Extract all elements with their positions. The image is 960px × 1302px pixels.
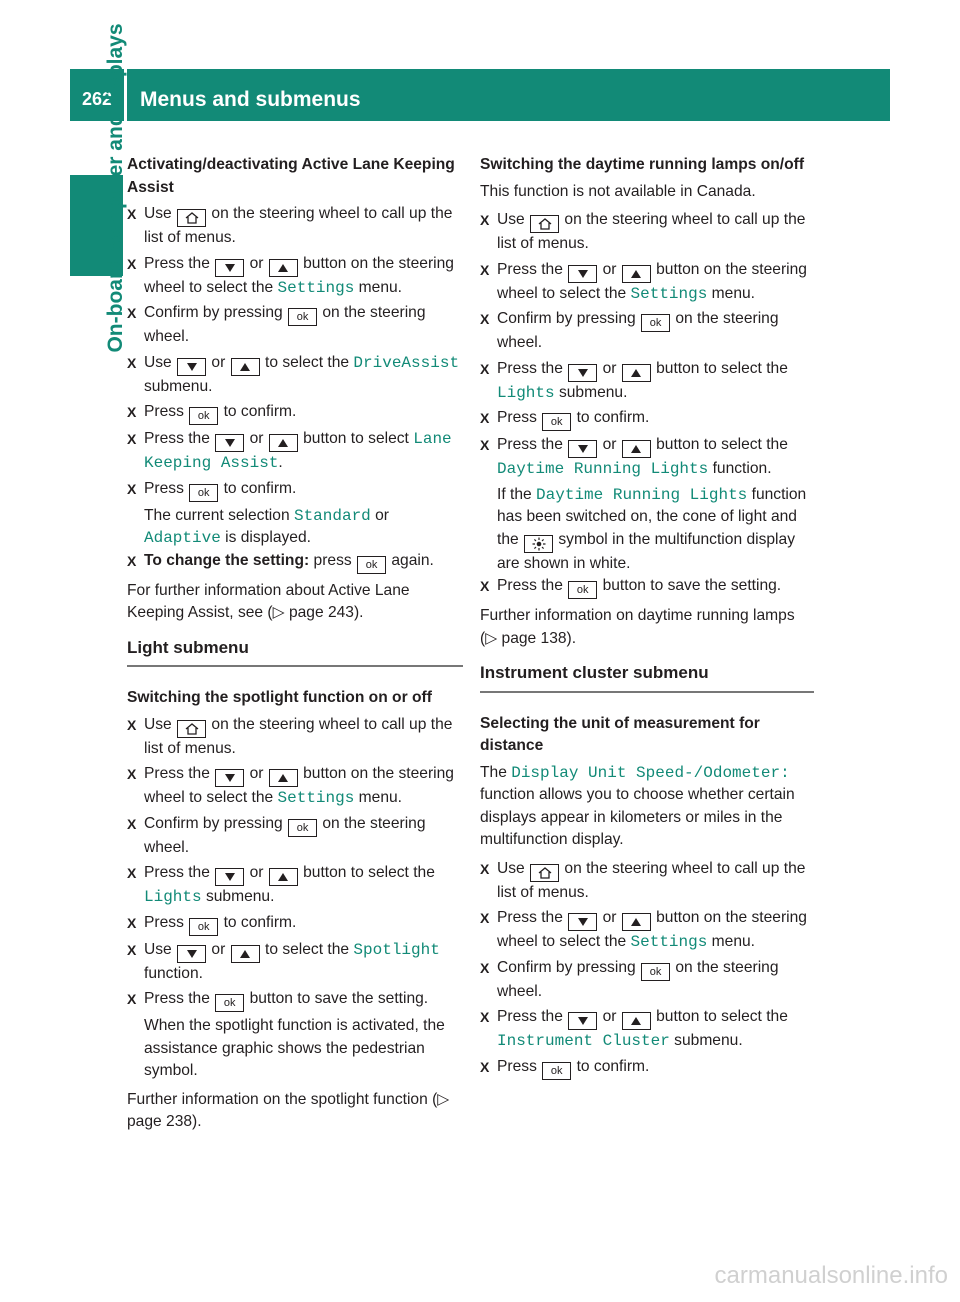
- ok-icon: ok: [288, 819, 317, 837]
- arrow-up-icon: [622, 1012, 651, 1030]
- ok-icon: ok: [542, 413, 571, 431]
- watermark: carmanualsonline.info: [714, 1262, 948, 1289]
- step: X Confirm by pressing ok on the steering wheel.: [480, 310, 779, 351]
- arrow-up-icon: [269, 769, 298, 787]
- right-column: [480, 154, 814, 1083]
- menu-term: Settings: [277, 278, 355, 297]
- step: X Use or to select the DriveAssist submenu.: [127, 353, 460, 395]
- menu-term: Daytime Running Lights: [497, 460, 709, 478]
- step: X Press the or button to select the Instrument Cluster submenu.: [480, 1008, 788, 1050]
- ok-icon: ok: [568, 581, 597, 599]
- arrow-down-icon: [568, 440, 597, 458]
- arrow-up-icon: [622, 364, 651, 382]
- ok-icon: ok: [189, 918, 218, 936]
- ok-icon: ok: [357, 556, 386, 574]
- section-heading: Switching the spotlight function on or off: [127, 689, 432, 706]
- menu-term: Display Unit Speed-/Odometer:: [511, 763, 790, 782]
- arrow-down-icon: [568, 265, 597, 283]
- page-number: 262: [81, 89, 113, 109]
- step: X Press the ok button to save the setting.: [480, 575, 814, 599]
- arrow-up-icon: [231, 945, 260, 963]
- step: X Press the or button on the steering wheel to select the Settings menu.: [127, 765, 454, 807]
- step: X Use on the steering wheel to call up the list of menus.: [127, 205, 453, 246]
- section-title: Light submenu: [127, 637, 463, 668]
- home-icon: [177, 209, 206, 227]
- section-heading: Selecting the unit of measurement for distance: [480, 714, 760, 754]
- step: X Confirm by pressing ok on the steering wheel.: [127, 814, 426, 856]
- arrow-up-icon: [622, 265, 651, 283]
- menu-term: Lights: [144, 888, 202, 906]
- step: X Press the or button to select the Daytime Running Lights function.: [480, 436, 788, 478]
- step: X Press the or button to select the Lights submenu.: [127, 864, 435, 906]
- ok-icon: ok: [641, 314, 670, 332]
- arrow-down-icon: [177, 358, 206, 376]
- menu-term: Lane Keeping Assist: [144, 430, 452, 472]
- arrow-down-icon: [215, 769, 244, 787]
- paragraph: The Display Unit Speed-/Odometer: function allows you to choose whether certain displays appear in kilometers or miles in the multifunction display.: [480, 763, 795, 848]
- step: X Press the ok button to save the setting.: [127, 988, 463, 1012]
- step: X Press the or button on the steering wheel to select the Settings menu.: [480, 909, 807, 951]
- arrow-down-icon: [568, 1012, 597, 1030]
- menu-term: Settings: [630, 284, 708, 303]
- step-note: When the spotlight function is activated, the assistance graphic shows the pedestrian symbol.: [144, 1017, 445, 1079]
- menu-term: Daytime Running Lights: [536, 485, 748, 504]
- arrow-up-icon: [622, 913, 651, 931]
- arrow-up-icon: [622, 440, 651, 458]
- step-note: The current selection Standard or Adaptive is displayed.: [144, 506, 389, 547]
- step: X Press the or button to select the Lights submenu.: [480, 359, 788, 402]
- arrow-down-icon: [215, 868, 244, 886]
- left-column: [127, 154, 463, 1140]
- step: X Confirm by pressing ok on the steering wheel.: [127, 304, 426, 345]
- menu-term: Instrument Cluster: [497, 1032, 670, 1050]
- menu-term: Standard: [293, 506, 371, 525]
- sun-icon: [524, 535, 553, 553]
- menu-term: Adaptive: [144, 529, 221, 547]
- paragraph: Further information on daytime running lamps (▷ page 138).: [480, 607, 795, 647]
- menu-term: Settings: [630, 933, 708, 951]
- step: X Press ok to confirm.: [480, 407, 814, 431]
- step: X Press ok to confirm.: [127, 401, 463, 425]
- home-icon: [530, 864, 559, 882]
- step: X Press the or button to select Lane Keeping Assist.: [127, 430, 452, 472]
- ok-icon: ok: [641, 963, 670, 981]
- paragraph: For further information about Active Lane Keeping Assist, see (▷ page 243).: [127, 581, 410, 621]
- page-title: Menus and submenus: [140, 88, 361, 111]
- ok-icon: ok: [288, 308, 317, 326]
- arrow-up-icon: [269, 259, 298, 277]
- home-icon: [530, 215, 559, 233]
- step: X Press the or button on the steering wheel to select the Settings menu.: [127, 254, 454, 297]
- step: X Use on the steering wheel to call up the list of menus.: [480, 211, 806, 252]
- side-label: On-board computer and displays: [104, 23, 127, 353]
- paragraph: Further information on the spotlight function (▷ page 238).: [127, 1090, 450, 1130]
- step: X Press ok to confirm.: [127, 478, 463, 502]
- step: X Use on the steering wheel to call up the list of menus.: [480, 859, 806, 901]
- arrow-up-icon: [269, 868, 298, 886]
- arrow-down-icon: [568, 364, 597, 382]
- arrow-down-icon: [177, 945, 206, 963]
- ok-icon: ok: [189, 484, 218, 502]
- menu-term: Settings: [277, 789, 355, 807]
- arrow-down-icon: [568, 913, 597, 931]
- step: X Confirm by pressing ok on the steering wheel.: [480, 958, 779, 1000]
- arrow-down-icon: [215, 259, 244, 277]
- step: X Press ok to confirm.: [127, 912, 463, 936]
- menu-term: Spotlight: [353, 940, 440, 959]
- step: X Press the or button on the steering wheel to select the Settings menu.: [480, 260, 807, 303]
- step: X To change the setting: press ok again.: [127, 550, 463, 574]
- step: X Press ok to confirm.: [480, 1056, 814, 1080]
- home-icon: [177, 720, 206, 738]
- ok-icon: ok: [542, 1062, 571, 1080]
- section-heading: Switching the daytime running lamps on/off: [480, 156, 805, 173]
- paragraph: This function is not available in Canada.: [480, 182, 756, 200]
- step-note: If the Daytime Running Lights function has been switched on, the cone of light and the symbol in the multifunction display are shown in white.: [497, 485, 807, 572]
- ok-icon: ok: [189, 407, 218, 425]
- step: X Use on the steering wheel to call up the list of menus.: [127, 715, 453, 757]
- ok-icon: ok: [215, 994, 244, 1012]
- section-heading: Activating/deactivating Active Lane Keeping Assist: [127, 156, 455, 196]
- menu-term: DriveAssist: [353, 353, 460, 372]
- arrow-up-icon: [269, 434, 298, 452]
- menu-term: Lights: [497, 383, 555, 402]
- section-title: Instrument cluster submenu: [480, 662, 814, 693]
- arrow-down-icon: [215, 434, 244, 452]
- arrow-up-icon: [231, 358, 260, 376]
- step: X Use or to select the Spotlight function.: [127, 940, 440, 982]
